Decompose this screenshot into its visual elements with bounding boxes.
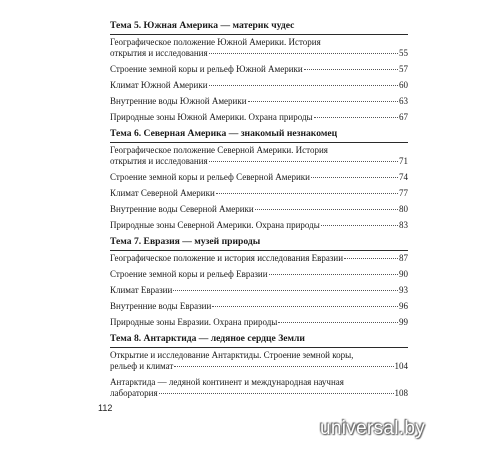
entry-text-line: Природные зоны Северной Америки. Охрана природы [110, 220, 320, 230]
entry-page-number: 71 [399, 156, 408, 166]
entry-text-line: Климат Северной Америки [110, 188, 215, 198]
entry-last-line [110, 361, 408, 372]
entry-page-number: 55 [399, 48, 408, 58]
dot-leader [173, 290, 398, 291]
toc-section [110, 128, 408, 231]
toc-entry[interactable] [110, 204, 408, 215]
entry-last-line [110, 172, 408, 183]
watermark: universal.by [320, 418, 425, 439]
toc-entry[interactable] [110, 64, 408, 75]
page-number: 112 [98, 403, 113, 413]
toc-entry[interactable] [110, 285, 408, 296]
toc-entry[interactable] [110, 220, 408, 231]
entry-text-line: рельеф и климат [110, 361, 174, 371]
toc-section [110, 333, 408, 399]
entry-text-line: Климат Евразии [110, 285, 173, 295]
dot-leader [344, 258, 398, 259]
entry-last-line [110, 285, 408, 296]
entry-text-line: Географическое положение Южной Америки. История [110, 37, 321, 47]
entry-last-line [110, 80, 408, 91]
dot-leader [255, 209, 398, 210]
entry-last-line [110, 204, 408, 215]
entry-text-line: Антарктида — ледяной континент и международная научная [110, 377, 344, 387]
entry-text-line: Строение земной коры и рельеф Евразии [110, 269, 268, 279]
entry-last-line [110, 112, 408, 123]
entry-page-number: 99 [399, 317, 408, 327]
entry-last-line [110, 188, 408, 199]
toc-entry[interactable] [110, 112, 408, 123]
entry-page-number: 67 [399, 112, 408, 122]
dot-leader [212, 306, 398, 307]
entry-text-line: Внутренние воды Северной Америки [110, 204, 254, 214]
toc-section [110, 20, 408, 123]
entry-last-line [110, 156, 408, 167]
entry-text-line: Географическое положение Северной Америки. История [110, 145, 328, 155]
entry-text-line: Природные зоны Южной Америки. Охрана природы [110, 112, 313, 122]
dot-leader [209, 161, 398, 162]
dot-leader [314, 117, 398, 118]
toc-entry[interactable] [110, 253, 408, 264]
entry-page-number: 104 [394, 361, 408, 371]
entry-page-number: 108 [394, 388, 408, 398]
dot-leader [209, 53, 398, 54]
toc-section [110, 236, 408, 328]
entry-page-number: 63 [399, 96, 408, 106]
section-title: Тема 5. Южная Америка — материк чудес [110, 20, 408, 35]
toc-entry[interactable] [110, 377, 408, 399]
entry-page-number: 57 [399, 64, 408, 74]
table-of-contents [110, 20, 408, 404]
entry-text-line: Природные зоны Евразии. Охрана природы [110, 317, 278, 327]
entry-page-number: 87 [399, 253, 408, 263]
toc-entry[interactable] [110, 301, 408, 312]
entry-text-line: Открытие и исследование Антарктиды. Строение земной коры, [110, 350, 354, 360]
dot-leader [174, 366, 393, 367]
toc-entry[interactable] [110, 317, 408, 328]
dot-leader [304, 69, 398, 70]
entry-last-line [110, 220, 408, 231]
entry-page-number: 83 [399, 220, 408, 230]
entry-text-line: лаборатория [110, 388, 158, 398]
entry-page-number: 74 [399, 172, 408, 182]
toc-entry[interactable] [110, 96, 408, 107]
entry-last-line [110, 388, 408, 399]
dot-leader [321, 225, 398, 226]
dot-leader [311, 177, 398, 178]
toc-entry[interactable] [110, 269, 408, 280]
dot-leader [209, 85, 398, 86]
entry-last-line [110, 253, 408, 264]
toc-entry[interactable] [110, 145, 408, 167]
entry-text-line: Внутренние воды Евразии [110, 301, 212, 311]
entry-page-number: 93 [399, 285, 408, 295]
entry-text-line: Географическое положение и история исследования Евразии [110, 253, 344, 263]
toc-entry[interactable] [110, 350, 408, 372]
entry-page-number: 60 [399, 80, 408, 90]
dot-leader [269, 274, 398, 275]
entry-text-line: Строение земной коры и рельеф Северной Америки [110, 172, 310, 182]
entry-text-line: открытия и исследования [110, 48, 208, 58]
section-title: Тема 8. Антарктида — ледяное сердце Земли [110, 333, 408, 348]
entry-page-number: 80 [399, 204, 408, 214]
entry-last-line [110, 48, 408, 59]
toc-entry[interactable] [110, 172, 408, 183]
entry-text-line: Строение земной коры и рельеф Южной Америки [110, 64, 303, 74]
entry-page-number: 77 [399, 188, 408, 198]
entry-text-line: Внутренние воды Южной Америки [110, 96, 247, 106]
dot-leader [159, 393, 394, 394]
entry-last-line [110, 317, 408, 328]
dot-leader [278, 322, 398, 323]
dot-leader [248, 101, 398, 102]
section-title: Тема 7. Евразия — музей природы [110, 236, 408, 251]
entry-last-line [110, 64, 408, 75]
section-title: Тема 6. Северная Америка — знакомый незнакомец [110, 128, 408, 143]
dot-leader [216, 193, 398, 194]
entry-text-line: Климат Южной Америки [110, 80, 208, 90]
toc-entry[interactable] [110, 80, 408, 91]
entry-page-number: 90 [399, 269, 408, 279]
entry-last-line [110, 301, 408, 312]
entry-last-line [110, 96, 408, 107]
entry-page-number: 96 [399, 301, 408, 311]
entry-last-line [110, 269, 408, 280]
toc-entry[interactable] [110, 188, 408, 199]
toc-entry[interactable] [110, 37, 408, 59]
entry-text-line: открытия и исследования [110, 156, 208, 166]
